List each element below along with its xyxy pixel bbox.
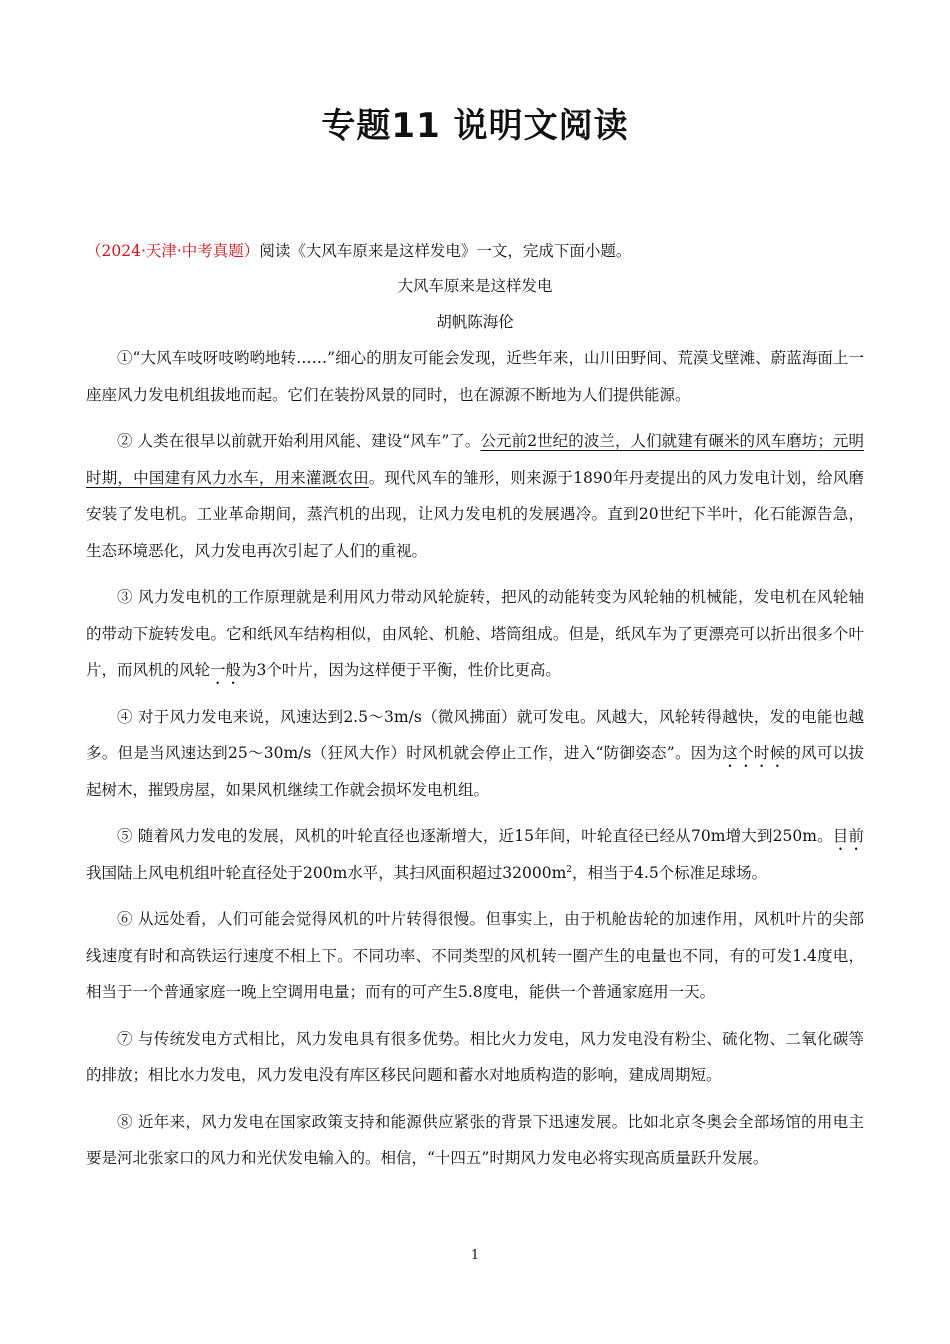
- paragraph-5: [86, 818, 864, 891]
- page-title: 专题11 说明文阅读: [321, 106, 629, 146]
- paragraph-6: ⑥ 从远处看，人们可能会觉得风机的叶片转得很慢。但事实上，由于机舱齿轮的加速作用，风机叶片的尖部线速度有时和高铁运行速度不相上下。不同功率、不同类型的风机转一圈产生的电量也不同，有的可发1.4度电，相当于一个普通家庭一晚上空调用电量；而有的可产生5.8度电，能供一个普通家庭用一天。: [86, 910, 864, 1001]
- dotted-word-zhegeshihou: 这个时候: [722, 744, 786, 762]
- source-label: （2024·天津·中考真题）: [86, 242, 260, 260]
- paragraph-1: ①“大风车吱呀吱哟哟地转……”细心的朋友可能会发现，近些年来，山川田野间、荒漠戈壁滩、蔚蓝海面上一座座风力发电机组拔地而起。它们在装扮风景的同时，也在源源不断地为人们提供能源。: [86, 349, 864, 404]
- paragraph-8: ⑧ 近年来，风力发电在国家政策支持和能源供应紧张的背景下迅速发展。比如北京冬奥会全部场馆的用电主要是河北张家口的风力和光伏发电输入的。相信，“十四五”时期风力发电必将实现高质量跃升发展。: [86, 1112, 864, 1167]
- paragraph-2: [86, 423, 864, 569]
- superscript-2: 2: [566, 864, 573, 875]
- paragraph-2-end: 。现代风车的雏形，则来源于1890年丹麦提出的风力发电计划，给风磨安装了发电机。工业革命期间，蒸汽机的出现，让风力发电机的发展遇冷。直到20世纪下半叶，化石能源告急，生态环境恶化，风力发电再次引起了人们的重视。: [86, 468, 864, 560]
- paragraph-3: [86, 579, 864, 689]
- article-body: [86, 340, 864, 1187]
- paragraph-4-start: ④ 对于风力发电来说，风速达到2.5～3m/s（微风拂面）就可发电。风越大，风轮转得越快，发的电能也越多。但是当风速达到25～30m/s（狂风大作）时风机就会停止工作，进入“防御姿态”。因为: [86, 707, 864, 762]
- paragraph-5-end: ，相当于4.5个标准足球场。: [572, 863, 768, 882]
- instruction-text: 阅读《大风车原来是这样发电》一文，完成下面小题。: [259, 242, 632, 260]
- dotted-word-yiban: 一般: [210, 661, 242, 679]
- paragraph-7: ⑦ 与传统发电方式相比，风力发电具有很多优势。相比火力发电，风力发电没有粉尘、硫化物、二氧化碳等的排放；相比水力发电，风力发电没有库区移民问题和蓄水对地质构造的影响，建成周期短。: [86, 1029, 864, 1084]
- paragraph-5-start: ⑤ 随着风力发电的发展，风机的叶轮直径也逐渐增大，近15年间，叶轮直径已经从70m增大到250m。: [117, 827, 833, 845]
- paragraph-2-start: ② 人类在很早以前就开始利用风能、建设“风车”了。: [117, 432, 481, 450]
- paragraph-4: [86, 699, 864, 809]
- paragraph-5-mid: 我国陆上风电机组叶轮直径处于200m水平，其扫风面积超过32000m: [86, 863, 567, 882]
- article-title: 大风车原来是这样发电: [397, 277, 553, 295]
- paragraph-3-start: ③ 风力发电机的工作原理就是利用风力带动风轮旋转，把风的动能转变为风轮轴的机械能，发电机在风轮轴的带动下旋转发电。它和纸风车结构相似，由风轮、机舱、塔筒组成。但是，纸风车为了更漂亮可以折出很多个叶片，而风机的风轮: [86, 588, 864, 679]
- dotted-word-muqian: 目前: [832, 827, 864, 845]
- page-number: 1: [470, 1248, 480, 1263]
- underlined-sentence: 公元前2世纪的波兰，人们就建有碾米的风车磨坊；元明时期，中国建有风力水车，用来灌溉农田: [86, 432, 864, 487]
- paragraph-3-end: 为3个叶片，因为这样便于平衡，性价比更高。: [241, 661, 561, 679]
- paragraph-4-end: 的风可以拔起树木，摧毁房屋，如果风机继续工作就会损坏发电机组。: [86, 744, 864, 799]
- question-intro: [86, 238, 866, 264]
- article-author: 胡帆陈海伦: [436, 313, 514, 331]
